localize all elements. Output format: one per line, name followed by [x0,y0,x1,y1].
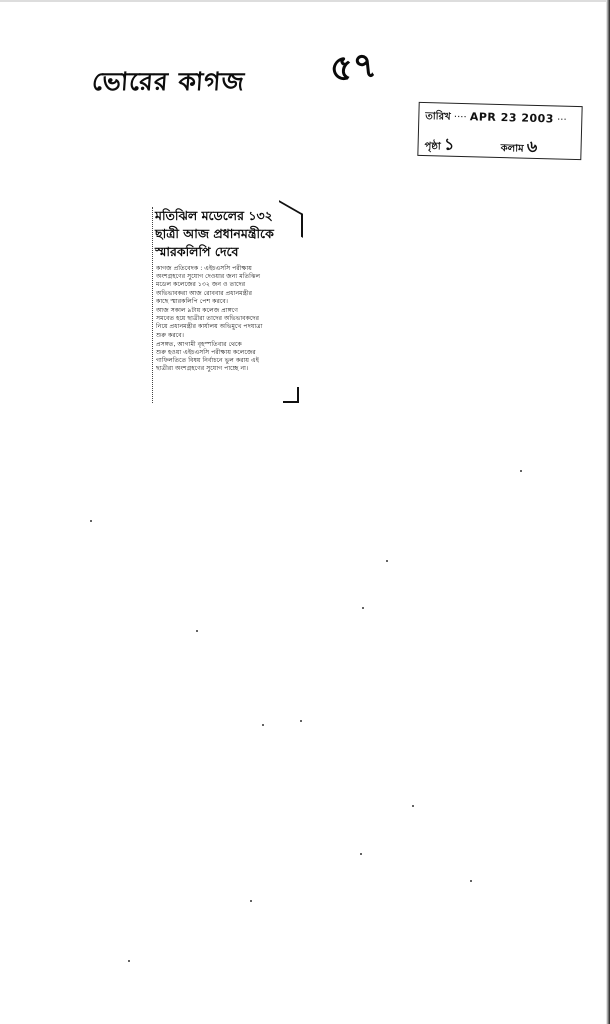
article-line: কাগজ প্রতিবেদক : এইচএসসি পরীক্ষায় [156,265,252,272]
article-line: মডেল কলেজের ১৩২ জন ও তাদের [156,281,246,289]
handwritten-number: ৫৭ [327,44,379,91]
headline-line: মতিঝিল মডেলের ১৩২ [155,208,273,223]
headline-line: ছাত্রী আজ প্রধানমন্ত্রীকে [155,226,274,241]
top-scan-edge [0,0,610,2]
article-line: নিয়ে প্রধানমন্ত্রীর কার্যালয় অভিমুখে পদযাত্রা [156,323,263,331]
date-stamp [417,102,582,160]
newspaper-clipping [152,207,297,403]
article-line: অভিভাবকরা আজ রোববার প্রধানমন্ত্রীর [156,289,253,297]
right-scan-edge [606,0,610,1024]
stamp-date-value: APR 23 2003 [469,110,555,126]
article-line: ছাত্রীরা অংশগ্রহণের সুযোগ পাচ্ছে না। [156,365,249,373]
headline-line: স্মারকলিপি দেবে [155,244,239,259]
article-line: শুরু করবে। [156,331,184,339]
article-line: প্রসঙ্গত, আগামী বৃহস্পতিবার থেকে [156,340,242,348]
article-line: গাফিলতিতে বিষয় নির্বাচনে ভুল করায় এই [156,357,259,365]
stamp-date-row [425,109,567,130]
article-line: কাছে স্মারকলিপি পেশ করবে। [156,297,228,305]
article-body [156,265,297,374]
article-headline [155,207,297,261]
stamp-column-value: ৬ [526,136,538,156]
article-line: আজ সকাল ৯টায় কলেজ প্রাঙ্গণে [156,307,238,315]
article-paragraph [156,307,297,340]
article-paragraph [156,341,297,374]
stamp-page-value: ১ [443,134,455,154]
stamp-page-label: পৃষ্ঠা [424,141,441,153]
newspaper-masthead: ভোরের কাগজ [91,67,246,96]
stamp-page-row [424,131,537,161]
stamp-dots-end: ··· [556,114,567,126]
article-line: শুরু হওয়া এইচএসসি পরীক্ষায় কলেজের [156,349,256,357]
article-paragraph [156,265,297,306]
article-line: সমবেত হয়ে ছাত্রীরা তাদের অভিভাবকদের [156,315,260,323]
stamp-date-label: তারিখ [425,111,451,123]
stamp-column-label: কলাম [500,143,524,155]
clipping-bottom-corner [283,387,299,403]
stamp-dots: ···· [453,111,470,124]
article-line: অংশগ্রহণের সুযোগ দেওয়ার জন্য মতিঝিল [156,273,261,281]
